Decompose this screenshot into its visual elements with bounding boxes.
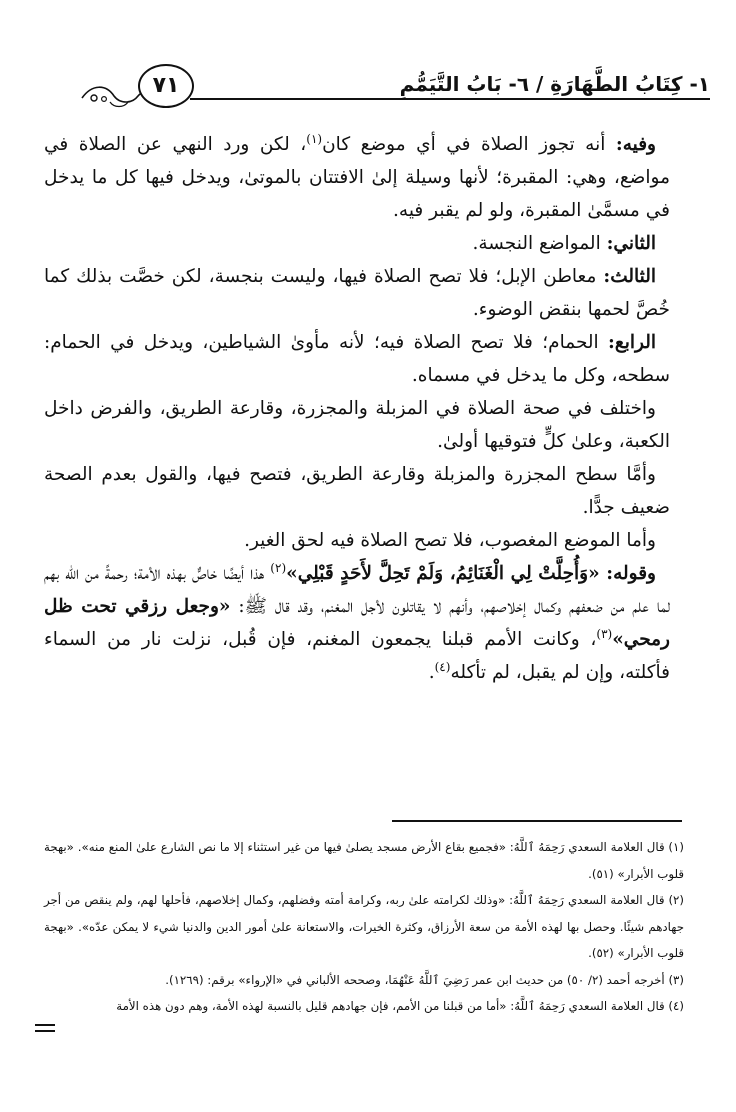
footnotes (44, 834, 684, 1020)
paragraph-text: وقوله: (599, 563, 656, 584)
paragraph-text: أنه تجوز الصلاة في أي موضع كان (322, 134, 616, 155)
paragraph-text: ، لكن ورد النهي عن الصلاة في مواضع، وهي: المقبرة؛ لأنها وسيلة إلىٰ الافتتان بالموتىٰ، ويدخل فيها كل ما يدخل في مسمَّىٰ المقبرة، ولو لم يقبر فيه. (44, 134, 670, 221)
running-header (40, 60, 710, 110)
footnote-1: (١) قال العلامة السعدي رَحِمَهُ ٱللَّهُ: «فجميع بقاع الأرض مسجد يصلىٰ فيها من غير استثناء إلا ما نص الشارع علىٰ المنع منه». «بهجة قلوب الأبرار» (٥١). (44, 840, 684, 881)
paragraph-text: وأمَّا سطح المجزرة والمزبلة وقارعة الطريق، فتصح فيها، والقول بعدم الصحة ضعيف جدًّا. (44, 464, 670, 518)
paragraph-label: الرابع: (608, 332, 656, 353)
footnote-2: (٢) قال العلامة السعدي رَحِمَهُ ٱللَّهُ: «وذلك لكرامته علىٰ ربه، وكرامة أمته وفضلهم، وكمال إخلاصهم، فأحلها لهم، ولم ينقص من أجر جهادهم شيئًا. وحصل بها لهذه الأمة من سعة الأرزاق، وكثرة الخيرات، والاستعانة علىٰ أمور الدين والدنيا شيء لا يمكن عدّه». «بهجة قلوب الأبرار» (٥٢). (44, 893, 684, 960)
footnote-4: (٤) قال العلامة السعدي رَحِمَهُ ٱللَّهُ: «أما من قبلنا من الأمم، فإن جهادهم قليل بالنسبة لهذه الأمة، وهم دون هذه الأمة (116, 999, 684, 1013)
footnote-3: (٣) أخرجه أحمد (٢/ ٥٠) من حديث ابن عمر رَضِيَ ٱللَّهُ عَنْهُمَا، وصححه الألباني في «الإرواء» برقم: (١٢٦٩). (165, 972, 684, 987)
page-number: ٧١ (138, 64, 194, 108)
footnote-separator (392, 820, 682, 822)
paragraph-text: واختلف في صحة الصلاة في المزبلة والمجزرة، وقارعة الطريق، والفرض داخل الكعبة، وعلىٰ كلٍّ فتوقيها أولىٰ. (44, 398, 670, 452)
paragraph-4 (44, 326, 670, 392)
paragraph-text: المواضع النجسة. (472, 233, 607, 254)
header-title: ١- كِتَابُ الطَّهَارَةِ / ٦- بَابُ التَّيَمُّمِ (399, 72, 710, 96)
paragraph-text: معاطن الإبل؛ فلا تصح الصلاة فيها، وليست بنجسة، لكن خصَّت بذلك كما خُصَّ لحمها بنقض الوضوء. (44, 266, 670, 320)
paragraph-text: . (428, 662, 435, 683)
paragraph-2 (44, 227, 670, 260)
paragraph-text: هذا أيضًا خاصٌّ بهذه الأمة؛ رحمةً من الله بهم لما علم من ضعفهم وكمال إخلاصهم، وأنهم لا يقاتلون لأجل المغنم، وقد قال ﷺ: (44, 563, 671, 617)
hadith-quote: «وجعل رزقي تحت ظل رمحي» (44, 596, 670, 650)
paragraph-7 (44, 524, 670, 557)
paragraph-label: الثاني: (606, 233, 656, 254)
paragraph-8 (44, 557, 670, 689)
paragraph-text: ، وكانت الأمم قبلنا يجمعون المغنم، فإن قُبل، نزلت نار من السماء فأكلته، وإن لم يقبل، لم تأكله (44, 629, 670, 683)
paragraph-text: وأما الموضع المغصوب، فلا تصح الصلاة فيه لحق الغير. (244, 530, 656, 551)
paragraph-6 (44, 458, 670, 524)
paragraph-label: وفيه: (615, 134, 656, 155)
paragraph-1 (44, 128, 670, 227)
footnote-ref: (١) (306, 131, 323, 146)
footnote-ref: (٤) (434, 659, 451, 674)
footnote-ref: (٢) (270, 560, 287, 575)
paragraph-3 (44, 260, 670, 326)
main-text (44, 128, 670, 689)
paragraph-5 (44, 392, 670, 458)
header-rule (190, 98, 710, 100)
paragraph-text: الحمام؛ فلا تصح الصلاة فيه؛ لأنه مأوىٰ الشياطين، ويدخل في الحمام: سطحه، وكل ما يدخل في مسماه. (44, 332, 670, 386)
footnote-ref: (٣) (596, 626, 613, 641)
paragraph-label: الثالث: (603, 266, 656, 287)
hadith-quote: «وَأُحِلَّتْ لِي الْغَنَائِمُ، وَلَمْ تَحِلَّ لأَحَدٍ قَبْلِي» (286, 563, 600, 584)
continuation-mark-icon (34, 1022, 56, 1034)
